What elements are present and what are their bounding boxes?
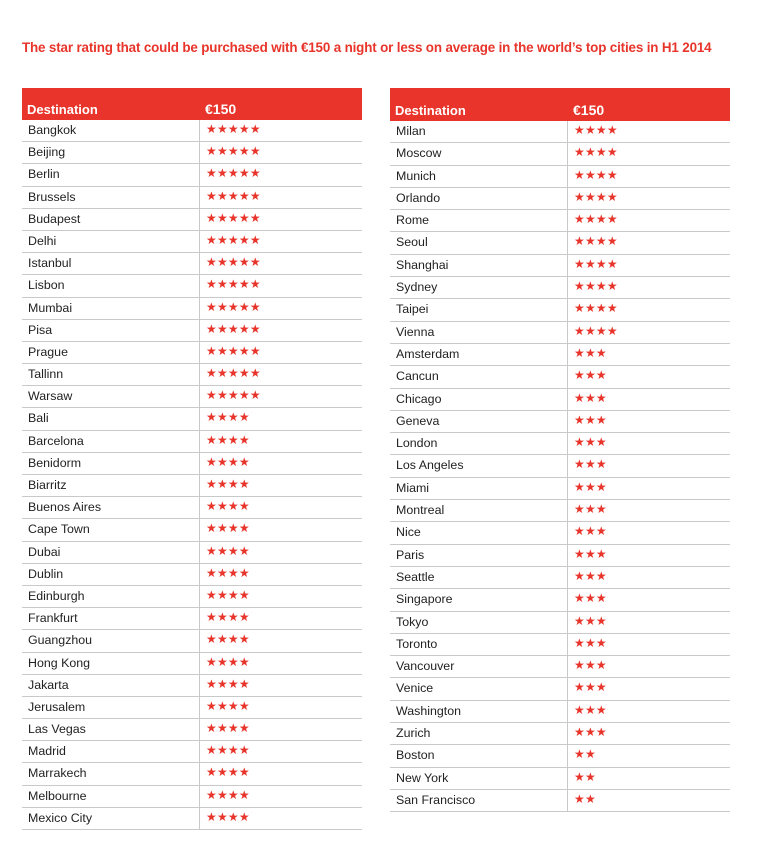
destination-label: Geneva	[396, 413, 440, 428]
destination-label: Paris	[396, 547, 425, 562]
destination-label: Istanbul	[28, 256, 72, 271]
table-row	[390, 678, 730, 700]
star-rating: ★★★★	[206, 765, 250, 780]
destination-label: Rome	[396, 213, 430, 228]
star-rating: ★★★	[574, 635, 607, 650]
table-row	[390, 433, 730, 455]
star-rating: ★★★★	[206, 743, 250, 758]
table-row	[390, 545, 730, 567]
table-row	[390, 143, 730, 165]
table-row	[390, 455, 730, 477]
star-rating: ★★★	[574, 524, 607, 539]
column-divider	[567, 790, 568, 812]
table-row	[390, 277, 730, 299]
star-rating: ★★★★	[206, 454, 250, 469]
table-row	[22, 741, 362, 763]
destination-label: Vancouver	[396, 659, 455, 674]
destination-label: Hong Kong	[28, 655, 91, 670]
column-divider	[199, 497, 200, 519]
destination-label: Shanghai	[396, 257, 449, 272]
column-divider	[567, 232, 568, 254]
column-divider	[567, 500, 568, 522]
destination-label: Delhi	[28, 233, 57, 248]
destination-label: Marrakech	[28, 766, 87, 781]
table-row	[22, 808, 362, 830]
star-rating: ★★★★	[574, 279, 618, 294]
table-header	[390, 88, 730, 121]
destination-label: Jerusalem	[28, 699, 86, 714]
column-divider	[199, 475, 200, 497]
destination-label: Melbourne	[28, 788, 87, 803]
table-row	[390, 634, 730, 656]
column-divider	[199, 675, 200, 697]
destination-label: Madrid	[28, 744, 66, 759]
star-rating: ★★★	[574, 591, 607, 606]
star-rating: ★★★★	[574, 256, 618, 271]
column-divider	[567, 210, 568, 232]
destination-label: New York	[396, 770, 449, 785]
star-rating: ★★★★★	[206, 122, 261, 136]
table-row	[22, 497, 362, 519]
column-divider	[567, 634, 568, 656]
star-rating: ★★★★	[206, 721, 250, 736]
rating-table-left	[22, 88, 362, 830]
column-divider	[567, 188, 568, 210]
destination-label: Bangkok	[28, 123, 77, 137]
destination-label: Cancun	[396, 369, 439, 384]
destination-label: Pisa	[28, 322, 53, 337]
column-divider	[567, 299, 568, 321]
column-divider	[199, 298, 200, 320]
table-row	[22, 386, 362, 408]
destination-label: Berlin	[28, 167, 60, 182]
star-rating: ★★★★★	[206, 166, 261, 181]
column-divider	[199, 386, 200, 408]
column-divider	[199, 187, 200, 209]
star-rating: ★★★	[574, 702, 607, 717]
star-rating: ★★★★	[574, 234, 618, 249]
destination-label: Nice	[396, 525, 421, 540]
destination-label: Venice	[396, 681, 434, 696]
star-rating: ★★★★	[206, 809, 250, 824]
table-row	[390, 121, 730, 143]
star-rating: ★★★★	[574, 189, 618, 204]
star-rating: ★★★★	[206, 610, 250, 625]
table-row	[390, 210, 730, 232]
table-row	[22, 763, 362, 785]
star-rating: ★★★★	[206, 521, 250, 536]
star-rating: ★★★★	[206, 565, 250, 580]
column-divider	[567, 455, 568, 477]
column-divider	[199, 741, 200, 763]
table-row	[22, 253, 362, 275]
star-rating: ★★★	[574, 479, 607, 494]
column-divider	[199, 453, 200, 475]
table-body-left	[22, 120, 362, 830]
star-rating: ★★★★	[206, 676, 250, 691]
destination-label: Las Vegas	[28, 722, 86, 737]
table-row	[22, 120, 362, 142]
column-divider	[199, 408, 200, 430]
header-price: €150	[205, 101, 237, 117]
star-rating: ★★★	[574, 546, 607, 561]
column-divider	[567, 522, 568, 544]
header-destination: Destination	[395, 103, 466, 118]
star-rating: ★★★	[574, 412, 607, 427]
destination-label: Warsaw	[28, 389, 73, 404]
column-divider	[199, 120, 200, 142]
column-divider	[199, 364, 200, 386]
star-rating: ★★★	[574, 435, 607, 450]
destination-label: Boston	[396, 748, 435, 763]
star-rating: ★★★	[574, 568, 607, 583]
destination-label: Biarritz	[28, 478, 67, 492]
star-rating: ★★★	[574, 502, 607, 517]
star-rating: ★★★	[574, 725, 607, 740]
column-divider	[567, 701, 568, 723]
column-divider	[199, 608, 200, 630]
column-divider	[199, 142, 200, 164]
destination-label: Montreal	[396, 503, 445, 518]
destination-label: Seattle	[396, 569, 435, 584]
star-rating: ★★★★★	[206, 255, 261, 270]
star-rating: ★★★★★	[206, 388, 261, 403]
table-row	[22, 608, 362, 630]
destination-label: Beijing	[28, 145, 66, 160]
star-rating: ★★★★★	[206, 210, 261, 225]
column-divider	[567, 166, 568, 188]
column-divider	[199, 519, 200, 541]
star-rating: ★★★★★	[206, 188, 261, 203]
star-rating: ★★	[574, 747, 596, 762]
star-rating: ★★★	[574, 368, 607, 383]
star-rating: ★★★★	[206, 432, 250, 447]
star-rating: ★★★★	[206, 499, 250, 514]
table-row	[390, 768, 730, 790]
star-rating: ★★	[574, 791, 596, 806]
table-row	[390, 745, 730, 767]
table-row	[22, 586, 362, 608]
table-row	[390, 567, 730, 589]
table-row	[390, 366, 730, 388]
destination-label: Mexico City	[28, 810, 93, 825]
table-row	[22, 275, 362, 297]
table-row	[22, 519, 362, 541]
column-divider	[199, 275, 200, 297]
column-divider	[567, 433, 568, 455]
column-divider	[567, 277, 568, 299]
destination-label: Dublin	[28, 566, 64, 581]
star-rating: ★★★★★	[206, 343, 261, 358]
table-row	[22, 719, 362, 741]
table-row	[22, 187, 362, 209]
column-divider	[567, 768, 568, 790]
table-row	[22, 697, 362, 719]
column-divider	[199, 808, 200, 830]
star-rating: ★★★★★	[206, 321, 261, 336]
table-row	[390, 656, 730, 678]
star-rating: ★★★	[574, 345, 607, 360]
column-divider	[567, 745, 568, 767]
star-rating: ★★★★	[206, 587, 250, 602]
star-rating: ★★★	[574, 680, 607, 695]
column-divider	[199, 586, 200, 608]
destination-label: Brussels	[28, 189, 76, 204]
star-rating: ★★★★	[206, 698, 250, 713]
destination-label: Edinburgh	[28, 588, 85, 603]
table-row	[390, 612, 730, 634]
table-row	[22, 653, 362, 675]
column-divider	[567, 411, 568, 433]
destination-label: London	[396, 436, 438, 451]
destination-label: Taipei	[396, 302, 429, 317]
star-rating: ★★★★	[574, 167, 618, 182]
star-rating: ★★★★★	[206, 144, 261, 159]
column-divider	[199, 209, 200, 231]
table-row	[22, 320, 362, 342]
column-divider	[567, 678, 568, 700]
table-row	[22, 209, 362, 231]
column-divider	[199, 763, 200, 785]
table-row	[390, 522, 730, 544]
star-rating: ★★★	[574, 457, 607, 472]
table-row	[390, 790, 730, 812]
star-rating: ★★★★	[206, 410, 250, 425]
column-divider	[567, 143, 568, 165]
table-row	[22, 786, 362, 808]
destination-label: Singapore	[396, 592, 453, 607]
table-row	[22, 164, 362, 186]
destination-label: San Francisco	[396, 792, 476, 807]
destination-label: Miami	[396, 480, 430, 495]
table-row	[390, 232, 730, 254]
column-divider	[199, 431, 200, 453]
destination-label: Prague	[28, 344, 68, 359]
table-row	[22, 342, 362, 364]
destination-label: Benidorm	[28, 455, 82, 470]
column-divider	[199, 653, 200, 675]
table-row	[390, 166, 730, 188]
star-rating: ★★★	[574, 390, 607, 405]
table-header	[22, 88, 362, 120]
star-rating: ★★★★★	[206, 366, 261, 381]
table-row	[390, 723, 730, 745]
destination-label: Jakarta	[28, 677, 69, 692]
column-divider	[199, 542, 200, 564]
column-divider	[199, 253, 200, 275]
table-row	[22, 364, 362, 386]
column-divider	[199, 164, 200, 186]
star-rating: ★★★	[574, 658, 607, 673]
column-divider	[567, 478, 568, 500]
destination-label: Tallinn	[28, 367, 64, 382]
table-row	[390, 299, 730, 321]
table-row	[390, 411, 730, 433]
table-row	[390, 188, 730, 210]
column-divider	[567, 589, 568, 611]
chart-title: The star rating that could be purchased with €150 a night or less on average in the world’s top cities in H1 2014	[22, 40, 712, 55]
table-row	[22, 298, 362, 320]
destination-label: Vienna	[396, 324, 435, 339]
table-row	[390, 589, 730, 611]
table-row	[390, 322, 730, 344]
table-row	[22, 453, 362, 475]
table-row	[390, 701, 730, 723]
star-rating: ★★★★	[206, 632, 250, 647]
column-divider	[567, 322, 568, 344]
column-divider	[199, 320, 200, 342]
destination-label: Budapest	[28, 211, 81, 226]
column-divider	[199, 231, 200, 253]
column-divider	[567, 121, 568, 143]
header-destination: Destination	[27, 102, 98, 117]
destination-label: Cape Town	[28, 522, 90, 537]
star-rating: ★★★★	[574, 212, 618, 227]
star-rating: ★★★★★	[206, 277, 261, 292]
destination-label: Lisbon	[28, 278, 65, 293]
table-row	[22, 231, 362, 253]
destination-label: Mumbai	[28, 300, 73, 315]
table-body-right	[390, 121, 730, 812]
column-divider	[567, 366, 568, 388]
column-divider	[567, 723, 568, 745]
destination-label: Amsterdam	[396, 346, 460, 361]
star-rating: ★★★★	[206, 543, 250, 558]
star-rating: ★★★★	[574, 145, 618, 160]
star-rating: ★★★★	[206, 787, 250, 802]
rating-table-right	[390, 88, 730, 812]
column-divider	[567, 567, 568, 589]
destination-label: Dubai	[28, 544, 61, 559]
column-divider	[567, 656, 568, 678]
column-divider	[567, 545, 568, 567]
header-price: €150	[573, 102, 605, 118]
column-divider	[199, 719, 200, 741]
destination-label: Orlando	[396, 190, 441, 205]
destination-label: Los Angeles	[396, 458, 464, 473]
destination-label: Chicago	[396, 391, 442, 406]
star-rating: ★★★★★	[206, 299, 261, 314]
table-row	[390, 255, 730, 277]
column-divider	[199, 342, 200, 364]
table-row	[22, 675, 362, 697]
table-row	[390, 344, 730, 366]
table-row	[22, 431, 362, 453]
star-rating: ★★★	[574, 613, 607, 628]
table-row	[22, 630, 362, 652]
destination-label: Zurich	[396, 726, 431, 741]
star-rating: ★★	[574, 769, 596, 784]
column-divider	[199, 786, 200, 808]
table-row	[390, 500, 730, 522]
star-rating: ★★★★	[206, 654, 250, 669]
destination-label: Guangzhou	[28, 633, 93, 648]
star-rating: ★★★★	[574, 301, 618, 316]
destination-label: Bali	[28, 411, 49, 426]
destination-label: Tokyo	[396, 614, 429, 629]
destination-label: Barcelona	[28, 433, 84, 448]
destination-label: Milan	[396, 124, 426, 138]
star-rating: ★★★★	[206, 477, 250, 491]
column-divider	[199, 630, 200, 652]
table-row	[22, 542, 362, 564]
column-divider	[567, 389, 568, 411]
star-rating: ★★★★★	[206, 232, 261, 247]
destination-label: Frankfurt	[28, 611, 78, 626]
destination-label: Munich	[396, 168, 436, 183]
column-divider	[567, 612, 568, 634]
table-row	[22, 408, 362, 430]
column-divider	[199, 564, 200, 586]
table-row	[22, 564, 362, 586]
destination-label: Toronto	[396, 636, 438, 651]
column-divider	[199, 697, 200, 719]
destination-label: Moscow	[396, 146, 442, 161]
destination-label: Washington	[396, 703, 461, 718]
destination-label: Sydney	[396, 280, 438, 295]
table-row	[22, 142, 362, 164]
destination-label: Buenos Aires	[28, 500, 102, 515]
column-divider	[567, 344, 568, 366]
table-row	[390, 478, 730, 500]
table-row	[390, 389, 730, 411]
destination-label: Seoul	[396, 235, 428, 250]
star-rating: ★★★★	[574, 123, 618, 137]
table-row	[22, 475, 362, 497]
star-rating: ★★★★	[574, 323, 618, 338]
column-divider	[567, 255, 568, 277]
